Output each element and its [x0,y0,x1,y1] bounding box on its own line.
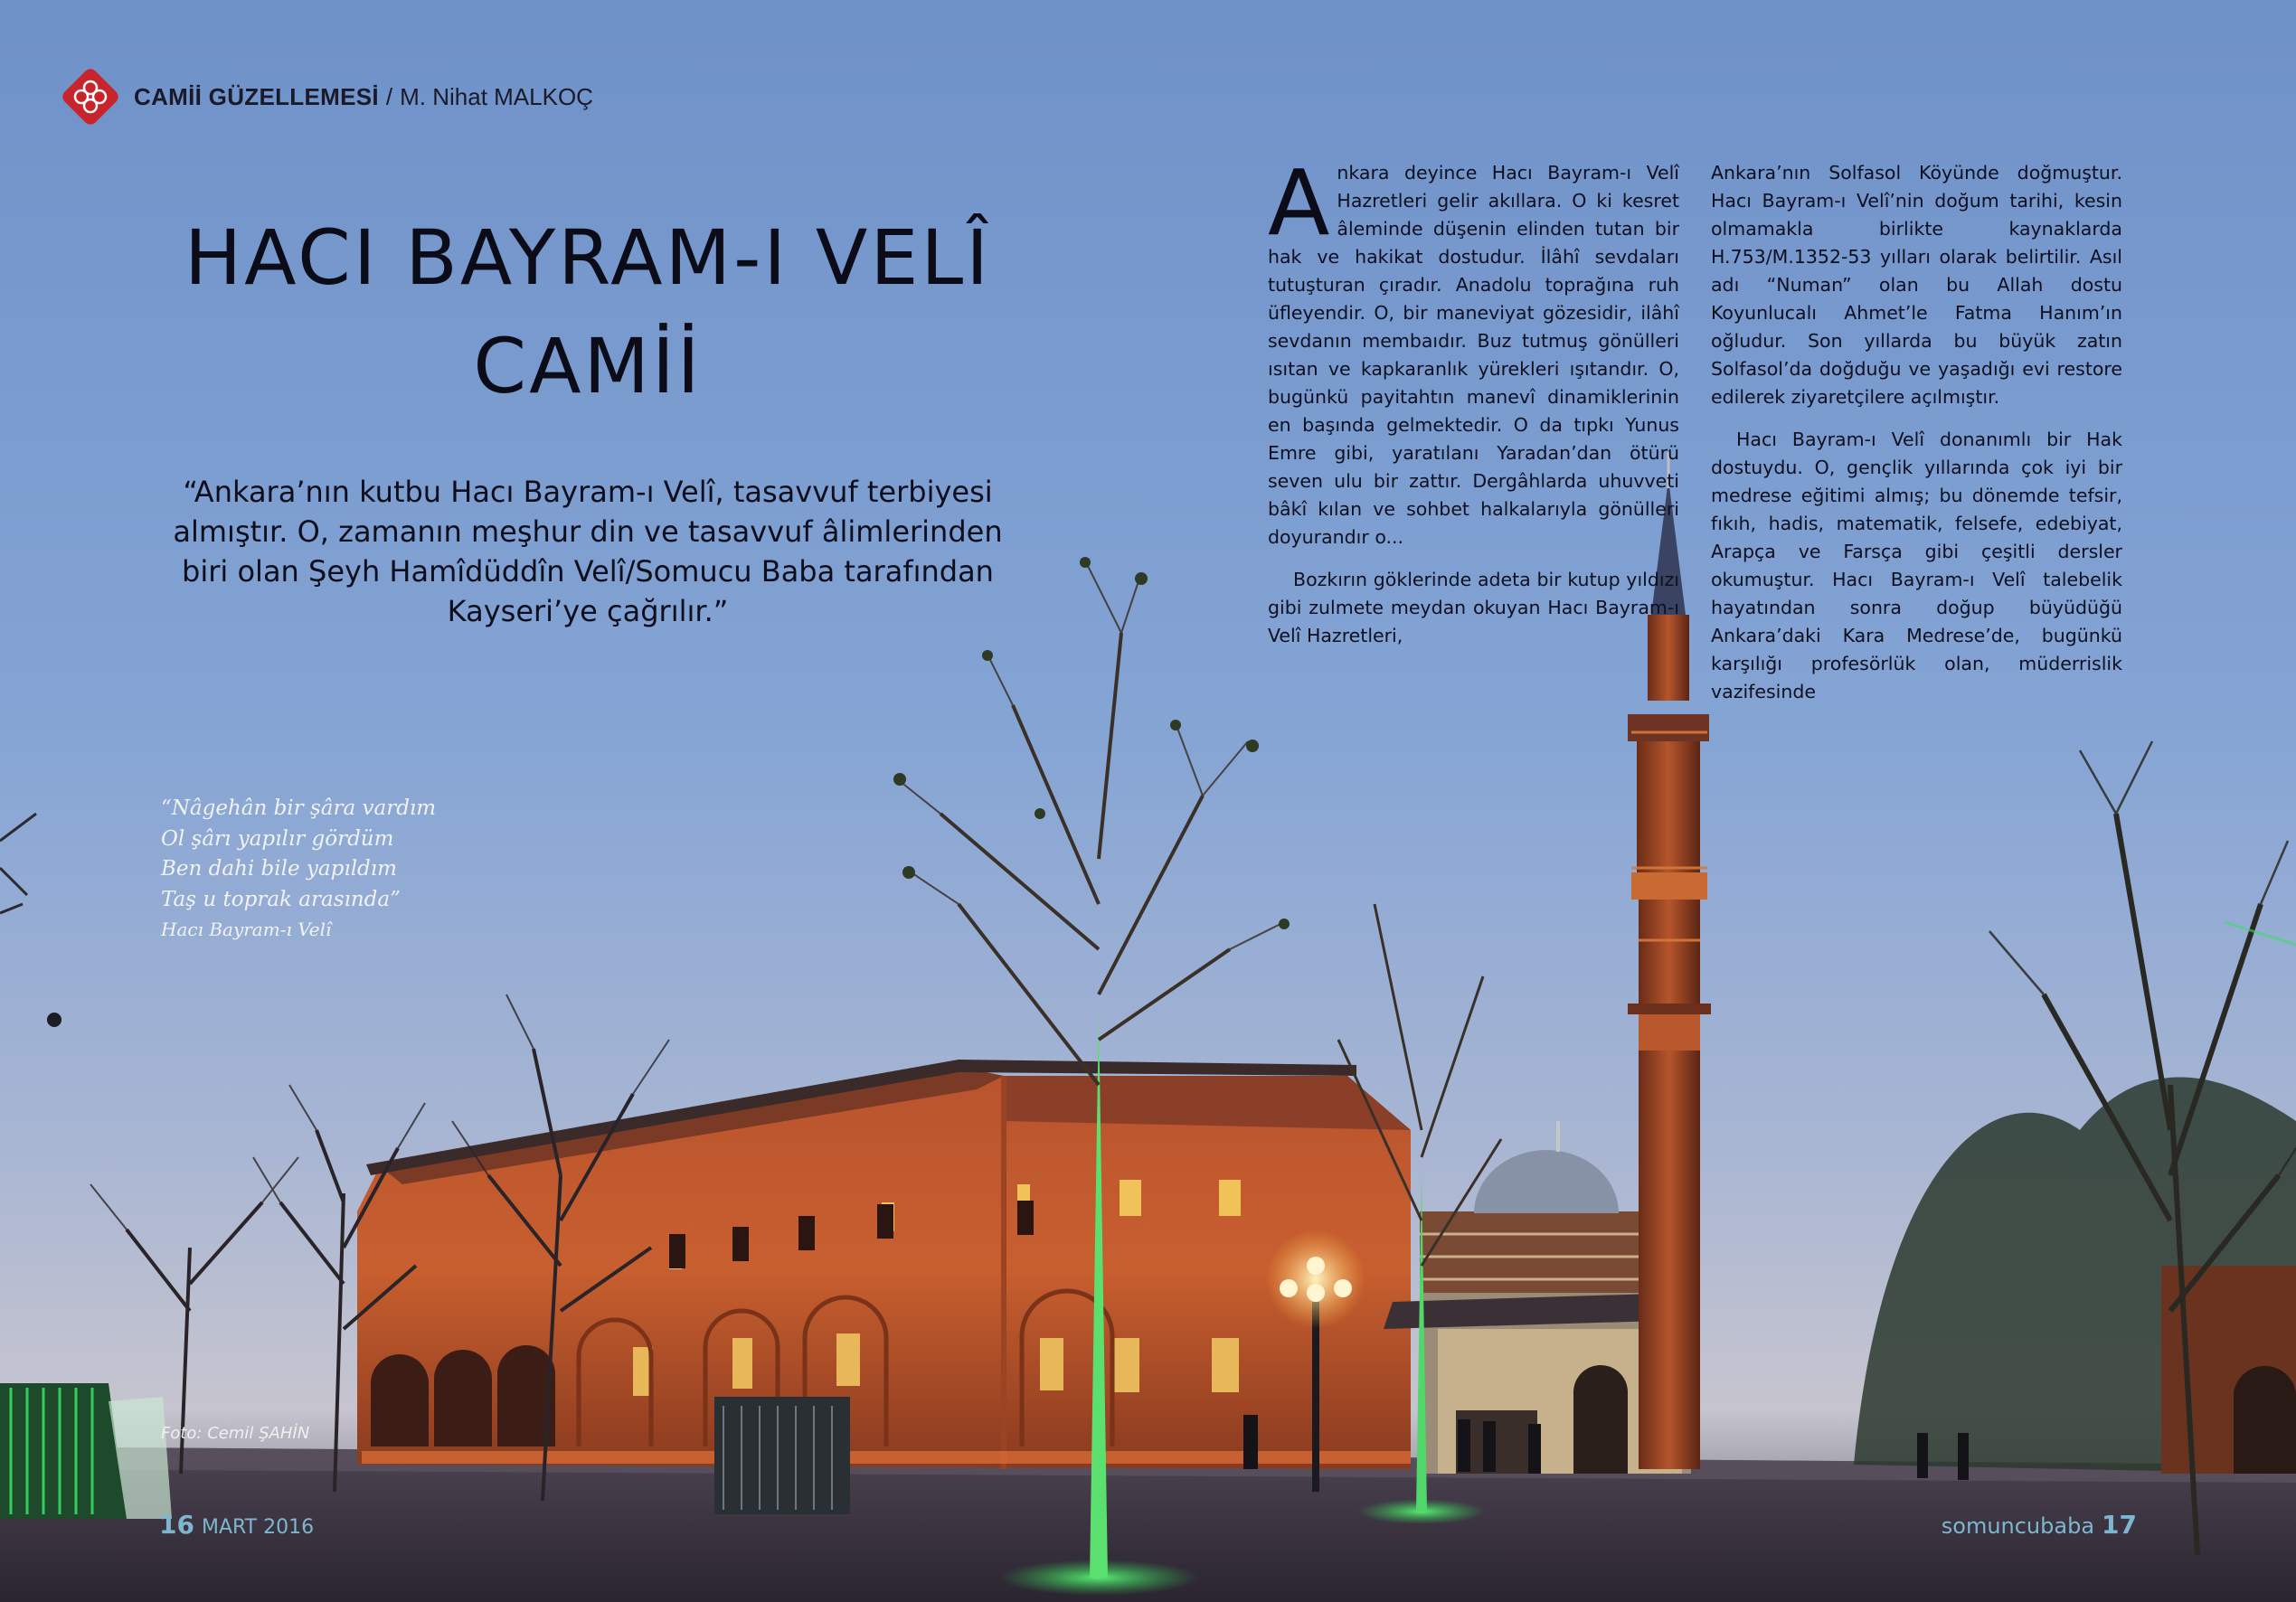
poem-attribution: Hacı Bayram-ı Velî [161,919,332,940]
column-1-paragraph-1-text: nkara deyince Hacı Bayram-ı Velî Hazretleri gelir akıllara. O ki kesret âleminde düşenin elinden tutan bir hak ve hakikat dostudur. İlâhî sevdaları tutuşturan çıradır. Anadolu toprağına ruh üfleyendir. O, bir maneviyat gözesidir, ilâhî sevdanın membaıdır. Buz tutmuş gönülleri ısıtan ve kapkaranlık yürekleri ışıtandır. O, bugünkü payitahtın manevî dinamiklerinin en başında gelmektedir. O da tıpkı Yunus Emre gibi, yaratılanı Yaradan’dan ötürü seven ulu bir zattır. Dergâhlarda uhuvveti bâkî kılan ve sohbet halkalarıyla gönülleri doyurandır o... [1268,162,1679,548]
article-title-line1: HACI BAYRAM-I VELÎ [184,213,991,302]
column-2-paragraph-2: Hacı Bayram-ı Velî donanımlı bir Hak dostuydu. O, gençlik yıllarında çok iyi bir medrese eğitimi almış; bu dönemde tefsir, fıkıh, hadis, matematik, felsefe, edebiyat, Arapça ve Farsça gibi çeşitli dersler okumuştur. Hacı Bayram-ı Velî talebelik hayatından sonra doğup büyüdüğü Ankara’daki Kara Medrese’de, bugünkü karşılığı profesörlük olan, müderrislik vazifesinde [1711,429,2122,702]
footer-left [159,1510,314,1540]
poem-line-3: Ben dahi bile yapıldım [161,857,397,881]
photo-credit: Foto: Cemil ŞAHİN [161,1424,310,1443]
pull-quote: “Ankara’nın kutbu Hacı Bayram-ı Velî, tasavvuf terbiyesi almıştır. O, zamanın meşhur din ve tasavvuf âlimlerinden biri olan Şeyh Hamîdüddîn Velî/Somucu Baba tarafından Kayseri’ye çağrılır.” [173,475,1003,628]
page-number-left: 16 [159,1510,194,1540]
article-column-1 [1268,150,1679,664]
column-1-paragraph-1 [1268,150,1679,551]
column-2-paragraph-1: Ankara’nın Solfasol Köyünde doğmuştur. Hacı Bayram-ı Velî’nin doğum tarihi, kesin olmamakla birlikte kaynaklarda H.753/M.1352-53 yılları olarak belirtilir. Asıl adı “Numan” olan bu Allah dostu Koyunlucalı Ahmet’le Fatma Hanım’ın oğludur. Son yıllarda bu büyük zatın Solfasol’da doğduğu ve yaşadığı evi restore edilerek ziyaretçilere açılmıştır. [1711,162,2122,408]
issue-date: MART 2016 [201,1516,315,1539]
magazine-name: somuncubaba [1941,1513,2095,1539]
section-header [60,65,593,128]
drop-cap: A [1268,150,1330,256]
article-title [154,203,1022,420]
poem-quote [161,794,436,946]
column-1-paragraph-2: Bozkırın göklerinde adeta bir kutup yıldızı gibi zulmete meydan okuyan Hacı Bayram-ı Velî Hazretleri, [1268,569,1679,646]
article-title-line2: CAMİİ [473,322,703,410]
section-name: CAMİİ GÜZELLEMESİ [134,82,379,110]
footer-right [1942,1510,2137,1540]
page-number-right: 17 [2102,1510,2137,1540]
poem-line-4: Taş u toprak arasında” [161,887,401,911]
poem-line-2: Ol şârı yapılır gördüm [161,826,394,851]
article-column-2 [1711,159,2122,721]
author-name: M. Nihat MALKOÇ [400,82,593,110]
header-separator: / [385,82,393,110]
poem-line-1: “Nâgehân bir şâra vardım [161,796,437,820]
somuncubaba-logo-icon [60,66,121,127]
